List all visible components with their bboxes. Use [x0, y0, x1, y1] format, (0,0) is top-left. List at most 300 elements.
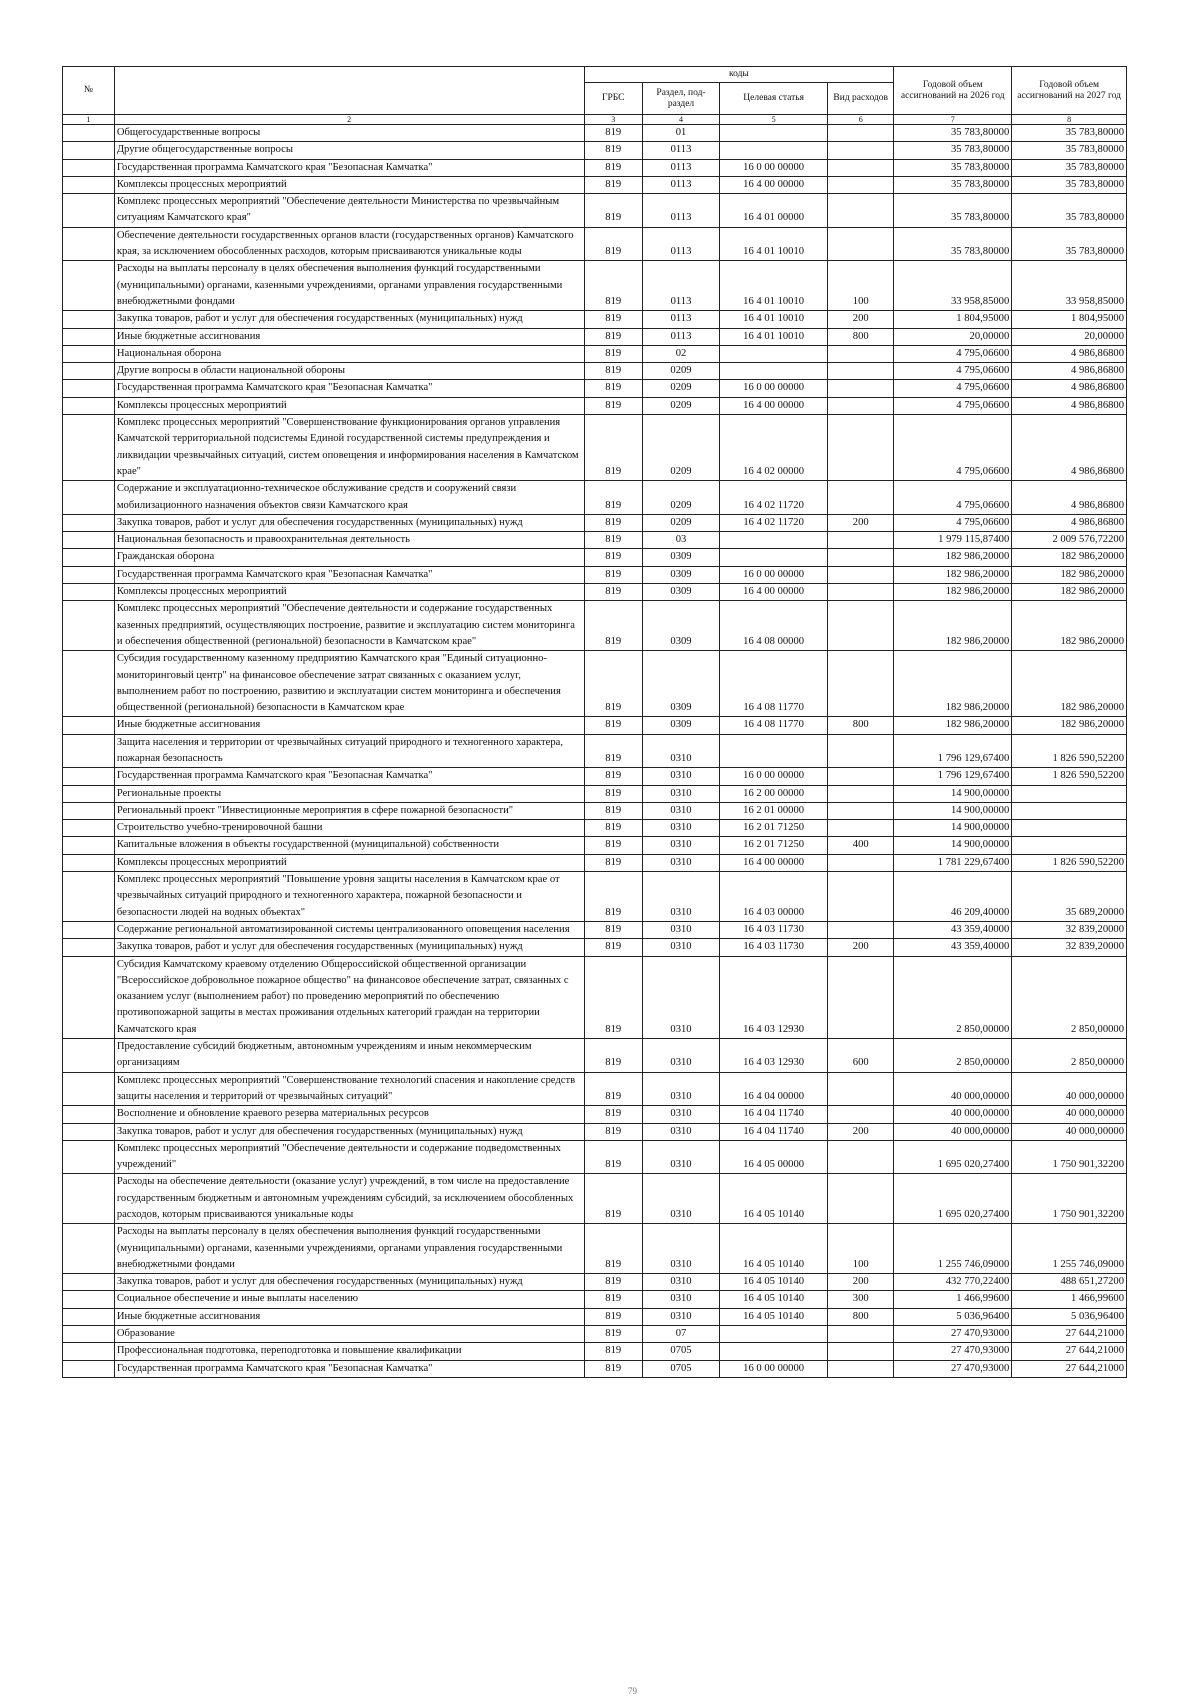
- budget-table: [62, 66, 1127, 1378]
- num-cell: [63, 734, 115, 768]
- target-article-cell: 16 4 08 11770: [720, 651, 828, 717]
- budget-document: [62, 66, 1127, 1378]
- table-row: [63, 415, 1127, 481]
- razdel-cell: 0113: [642, 227, 719, 261]
- num-cell: [63, 854, 115, 871]
- grbs-cell: 819: [584, 584, 642, 601]
- razdel-cell: 0209: [642, 397, 719, 414]
- razdel-cell: 0309: [642, 601, 719, 651]
- grbs-cell: 819: [584, 1140, 642, 1174]
- expense-type-cell: 800: [828, 328, 894, 345]
- razdel-cell: 0113: [642, 142, 719, 159]
- amount-2027-cell: 4 986,86800: [1012, 514, 1127, 531]
- amount-2026-cell: 40 000,00000: [894, 1072, 1012, 1106]
- grbs-cell: 819: [584, 601, 642, 651]
- grbs-cell: 819: [584, 802, 642, 819]
- expense-type-cell: 400: [828, 837, 894, 854]
- target-article-cell: 16 4 05 10140: [720, 1291, 828, 1308]
- razdel-cell: 0113: [642, 176, 719, 193]
- amount-2027-cell: 4 986,86800: [1012, 415, 1127, 481]
- target-article-cell: 16 4 01 10010: [720, 311, 828, 328]
- table-row: [63, 549, 1127, 566]
- table-row: [63, 261, 1127, 311]
- target-article-cell: [720, 125, 828, 142]
- name-cell: Национальная оборона: [114, 345, 584, 362]
- amount-2026-cell: 35 783,80000: [894, 176, 1012, 193]
- name-cell: Комплексы процессных мероприятий: [114, 397, 584, 414]
- expense-type-cell: [828, 549, 894, 566]
- amount-2027-cell: 182 986,20000: [1012, 717, 1127, 734]
- razdel-cell: 0310: [642, 1291, 719, 1308]
- amount-2027-cell: 35 783,80000: [1012, 142, 1127, 159]
- grbs-cell: 819: [584, 1308, 642, 1325]
- table-row: [63, 872, 1127, 922]
- grbs-cell: 819: [584, 837, 642, 854]
- table-row: [63, 584, 1127, 601]
- grbs-cell: 819: [584, 176, 642, 193]
- target-article-cell: 16 0 00 00000: [720, 159, 828, 176]
- grbs-cell: 819: [584, 532, 642, 549]
- name-cell: Другие вопросы в области национальной обороны: [114, 363, 584, 380]
- num-cell: [63, 768, 115, 785]
- grbs-cell: 819: [584, 734, 642, 768]
- amount-2027-cell: 5 036,96400: [1012, 1308, 1127, 1325]
- amount-2026-cell: 1 466,99600: [894, 1291, 1012, 1308]
- num-cell: [63, 514, 115, 531]
- expense-type-cell: [828, 768, 894, 785]
- expense-type-cell: [828, 194, 894, 228]
- grbs-cell: 819: [584, 261, 642, 311]
- target-article-cell: 16 4 02 00000: [720, 415, 828, 481]
- name-cell: Общегосударственные вопросы: [114, 125, 584, 142]
- name-cell: Комплекс процессных мероприятий "Обеспечение деятельности и содержание государственных казенных предприятий, осуществляющих построение, развитие и эксплуатацию систем мониторинга и обеспечения общественной (региональной) безопасности в Камчатском крае": [114, 601, 584, 651]
- razdel-cell: 0310: [642, 802, 719, 819]
- name-cell: Расходы на обеспечение деятельности (оказание услуг) учреждений, в том числе на предоставление государственным бюджетным и автономным учреждениям субсидий, за исключением обособленных расходов, которым присваиваются уникальные коды: [114, 1174, 584, 1224]
- num-cell: [63, 584, 115, 601]
- amount-2026-cell: 40 000,00000: [894, 1123, 1012, 1140]
- razdel-cell: 0310: [642, 1106, 719, 1123]
- razdel-cell: 0705: [642, 1343, 719, 1360]
- num-cell: [63, 125, 115, 142]
- amount-2026-cell: 4 795,06600: [894, 415, 1012, 481]
- table-row: [63, 1140, 1127, 1174]
- name-cell: Региональные проекты: [114, 785, 584, 802]
- amount-2026-cell: 182 986,20000: [894, 651, 1012, 717]
- amount-2026-cell: 4 795,06600: [894, 345, 1012, 362]
- grbs-cell: 819: [584, 328, 642, 345]
- table-row: [63, 1106, 1127, 1123]
- amount-2027-cell: 4 986,86800: [1012, 363, 1127, 380]
- amount-2027-cell: 1 826 590,52200: [1012, 734, 1127, 768]
- razdel-cell: 07: [642, 1326, 719, 1343]
- name-cell: Государственная программа Камчатского края "Безопасная Камчатка": [114, 768, 584, 785]
- amount-2027-cell: [1012, 837, 1127, 854]
- amount-2026-cell: 4 795,06600: [894, 514, 1012, 531]
- col-header-name: [114, 67, 584, 115]
- grbs-cell: 819: [584, 159, 642, 176]
- grbs-cell: 819: [584, 363, 642, 380]
- table-row: [63, 142, 1127, 159]
- table-row: [63, 785, 1127, 802]
- expense-type-cell: [828, 566, 894, 583]
- name-cell: Комплексы процессных мероприятий: [114, 176, 584, 193]
- expense-type-cell: [828, 785, 894, 802]
- target-article-cell: [720, 142, 828, 159]
- razdel-cell: 0310: [642, 1140, 719, 1174]
- expense-type-cell: 200: [828, 1123, 894, 1140]
- num-cell: [63, 176, 115, 193]
- target-article-cell: 16 4 03 12930: [720, 1039, 828, 1073]
- num-cell: [63, 1274, 115, 1291]
- expense-type-cell: [828, 1326, 894, 1343]
- amount-2026-cell: 5 036,96400: [894, 1308, 1012, 1325]
- amount-2027-cell: [1012, 820, 1127, 837]
- name-cell: Закупка товаров, работ и услуг для обеспечения государственных (муниципальных) нужд: [114, 311, 584, 328]
- grbs-cell: 819: [584, 1360, 642, 1377]
- amount-2026-cell: 1 695 020,27400: [894, 1140, 1012, 1174]
- col-header-vr: Вид расходов: [828, 83, 894, 115]
- expense-type-cell: [828, 1360, 894, 1377]
- num-cell: [63, 311, 115, 328]
- num-cell: [63, 159, 115, 176]
- target-article-cell: 16 4 05 10140: [720, 1308, 828, 1325]
- grbs-cell: 819: [584, 345, 642, 362]
- num-cell: [63, 261, 115, 311]
- razdel-cell: 0310: [642, 1308, 719, 1325]
- target-article-cell: 16 0 00 00000: [720, 1360, 828, 1377]
- num-cell: [63, 1106, 115, 1123]
- amount-2026-cell: 14 900,00000: [894, 837, 1012, 854]
- target-article-cell: 16 0 00 00000: [720, 380, 828, 397]
- table-row: [63, 328, 1127, 345]
- num-cell: [63, 481, 115, 515]
- razdel-cell: 0310: [642, 921, 719, 938]
- name-cell: Комплексы процессных мероприятий: [114, 584, 584, 601]
- grbs-cell: 819: [584, 939, 642, 956]
- razdel-cell: 0310: [642, 768, 719, 785]
- razdel-cell: 0209: [642, 514, 719, 531]
- grbs-cell: 819: [584, 1291, 642, 1308]
- name-cell: Строительство учебно-тренировочной башни: [114, 820, 584, 837]
- grbs-cell: 819: [584, 1174, 642, 1224]
- expense-type-cell: [828, 584, 894, 601]
- amount-2027-cell: 4 986,86800: [1012, 380, 1127, 397]
- grbs-cell: 819: [584, 415, 642, 481]
- razdel-cell: 0309: [642, 651, 719, 717]
- table-row: [63, 345, 1127, 362]
- expense-type-cell: [828, 802, 894, 819]
- name-cell: Содержание и эксплуатационно-техническое обслуживание средств и сооружений связи мобилизационного назначения объектов связи Камчатского края: [114, 481, 584, 515]
- expense-type-cell: [828, 1343, 894, 1360]
- table-body: [63, 125, 1127, 1378]
- name-cell: Комплексы процессных мероприятий: [114, 854, 584, 871]
- amount-2027-cell: 4 986,86800: [1012, 345, 1127, 362]
- table-row: [63, 1123, 1127, 1140]
- grbs-cell: 819: [584, 125, 642, 142]
- grbs-cell: 819: [584, 1343, 642, 1360]
- table-row: [63, 1224, 1127, 1274]
- amount-2026-cell: 4 795,06600: [894, 397, 1012, 414]
- razdel-cell: 0113: [642, 261, 719, 311]
- num-cell: [63, 1291, 115, 1308]
- amount-2026-cell: 182 986,20000: [894, 601, 1012, 651]
- amount-2026-cell: 40 000,00000: [894, 1106, 1012, 1123]
- col-header-csr: Целевая статья: [720, 83, 828, 115]
- amount-2027-cell: 35 783,80000: [1012, 176, 1127, 193]
- expense-type-cell: [828, 532, 894, 549]
- target-article-cell: 16 4 03 12930: [720, 956, 828, 1038]
- target-article-cell: [720, 363, 828, 380]
- razdel-cell: 0310: [642, 1274, 719, 1291]
- target-article-cell: 16 4 00 00000: [720, 584, 828, 601]
- grbs-cell: 819: [584, 872, 642, 922]
- table-row: [63, 227, 1127, 261]
- grbs-cell: 819: [584, 921, 642, 938]
- num-cell: [63, 1174, 115, 1224]
- razdel-cell: 0705: [642, 1360, 719, 1377]
- table-row: [63, 380, 1127, 397]
- name-cell: Комплекс процессных мероприятий "Обеспечение деятельности и содержание подведомственных учреждений": [114, 1140, 584, 1174]
- expense-type-cell: [828, 142, 894, 159]
- razdel-cell: 0309: [642, 584, 719, 601]
- expense-type-cell: [828, 820, 894, 837]
- grbs-cell: 819: [584, 1072, 642, 1106]
- amount-2026-cell: 2 850,00000: [894, 1039, 1012, 1073]
- target-article-cell: 16 2 00 00000: [720, 785, 828, 802]
- amount-2026-cell: 182 986,20000: [894, 566, 1012, 583]
- target-article-cell: [720, 1326, 828, 1343]
- table-row: [63, 481, 1127, 515]
- table-row: [63, 837, 1127, 854]
- name-cell: Комплекс процессных мероприятий "Обеспечение деятельности Министерства по чрезвычайным ситуациям Камчатского края": [114, 194, 584, 228]
- razdel-cell: 0309: [642, 717, 719, 734]
- name-cell: Расходы на выплаты персоналу в целях обеспечения выполнения функций государственными (муниципальными) органами, казенными учреждениями, органами управления государственными внебюджетными фондами: [114, 261, 584, 311]
- grbs-cell: 819: [584, 1039, 642, 1073]
- num-cell: [63, 802, 115, 819]
- num-cell: [63, 1039, 115, 1073]
- expense-type-cell: 100: [828, 1224, 894, 1274]
- table-row: [63, 566, 1127, 583]
- razdel-cell: 0113: [642, 159, 719, 176]
- num-cell: [63, 227, 115, 261]
- target-article-cell: 16 2 01 71250: [720, 837, 828, 854]
- amount-2027-cell: 1 804,95000: [1012, 311, 1127, 328]
- amount-2026-cell: 182 986,20000: [894, 549, 1012, 566]
- num-cell: [63, 363, 115, 380]
- num-cell: [63, 1123, 115, 1140]
- table-row: [63, 176, 1127, 193]
- expense-type-cell: [828, 397, 894, 414]
- num-cell: [63, 651, 115, 717]
- table-row: [63, 854, 1127, 871]
- amount-2026-cell: 1 796 129,67400: [894, 768, 1012, 785]
- num-cell: [63, 601, 115, 651]
- amount-2027-cell: 40 000,00000: [1012, 1123, 1127, 1140]
- table-row: [63, 311, 1127, 328]
- table-row: [63, 820, 1127, 837]
- grbs-cell: 819: [584, 514, 642, 531]
- table-row: [63, 1039, 1127, 1073]
- razdel-cell: 0310: [642, 734, 719, 768]
- target-article-cell: [720, 532, 828, 549]
- amount-2026-cell: 43 359,40000: [894, 939, 1012, 956]
- amount-2026-cell: 27 470,93000: [894, 1343, 1012, 1360]
- num-cell: [63, 1224, 115, 1274]
- amount-2027-cell: 1 255 746,09000: [1012, 1224, 1127, 1274]
- amount-2026-cell: 14 900,00000: [894, 820, 1012, 837]
- razdel-cell: 01: [642, 125, 719, 142]
- grbs-cell: 819: [584, 785, 642, 802]
- expense-type-cell: [828, 1174, 894, 1224]
- razdel-cell: 0209: [642, 380, 719, 397]
- grbs-cell: 819: [584, 768, 642, 785]
- num-cell: [63, 717, 115, 734]
- name-cell: Государственная программа Камчатского края "Безопасная Камчатка": [114, 159, 584, 176]
- name-cell: Закупка товаров, работ и услуг для обеспечения государственных (муниципальных) нужд: [114, 939, 584, 956]
- grbs-cell: 819: [584, 380, 642, 397]
- num-cell: [63, 939, 115, 956]
- table-row: [63, 363, 1127, 380]
- amount-2026-cell: 35 783,80000: [894, 227, 1012, 261]
- table-row: [63, 1291, 1127, 1308]
- table-row: [63, 397, 1127, 414]
- table-row: [63, 1360, 1127, 1377]
- table-row: [63, 1343, 1127, 1360]
- target-article-cell: 16 4 04 11740: [720, 1123, 828, 1140]
- amount-2026-cell: 43 359,40000: [894, 921, 1012, 938]
- name-cell: Субсидия государственному казенному предприятию Камчатского края "Единый ситуационно-мониторинговый центр" на финансовое обеспечение затрат связанных с оказанием услуг, выполнением работ по построению, развитию и эксплуатации систем мониторинга и обеспечения общественной (региональной) безопасности в Камчатском крае: [114, 651, 584, 717]
- col-header-2026: Годовой объем ассигнований на 2026 год: [894, 67, 1012, 115]
- razdel-cell: 0310: [642, 837, 719, 854]
- amount-2027-cell: 1 750 901,32200: [1012, 1140, 1127, 1174]
- grbs-cell: 819: [584, 549, 642, 566]
- amount-2027-cell: 35 783,80000: [1012, 159, 1127, 176]
- name-cell: Региональный проект "Инвестиционные мероприятия в сфере пожарной безопасности": [114, 802, 584, 819]
- target-article-cell: 16 4 03 11730: [720, 939, 828, 956]
- expense-type-cell: [828, 921, 894, 938]
- grbs-cell: 819: [584, 1326, 642, 1343]
- razdel-cell: 0209: [642, 363, 719, 380]
- name-cell: Комплекс процессных мероприятий "Совершенствование функционирования органов управления Камчатской территориальной подсистемы Единой государственной системы предупреждения и ликвидации чрезвычайных ситуаций, систем оповещения и информирования населения в Камчатском крае": [114, 415, 584, 481]
- amount-2027-cell: 182 986,20000: [1012, 584, 1127, 601]
- razdel-cell: 0310: [642, 1039, 719, 1073]
- amount-2026-cell: 1 979 115,87400: [894, 532, 1012, 549]
- amount-2026-cell: 1 796 129,67400: [894, 734, 1012, 768]
- expense-type-cell: 600: [828, 1039, 894, 1073]
- table-row: [63, 802, 1127, 819]
- amount-2027-cell: 182 986,20000: [1012, 566, 1127, 583]
- grbs-cell: 819: [584, 142, 642, 159]
- table-row: [63, 532, 1127, 549]
- expense-type-cell: [828, 1140, 894, 1174]
- index-cell: 1: [63, 115, 115, 125]
- name-cell: Содержание региональной автоматизированной системы централизованного оповещения населения: [114, 921, 584, 938]
- razdel-cell: 0113: [642, 311, 719, 328]
- amount-2027-cell: 20,00000: [1012, 328, 1127, 345]
- grbs-cell: 819: [584, 1274, 642, 1291]
- amount-2026-cell: 4 795,06600: [894, 481, 1012, 515]
- table-row: [63, 768, 1127, 785]
- amount-2027-cell: 2 850,00000: [1012, 1039, 1127, 1073]
- amount-2026-cell: 1 255 746,09000: [894, 1224, 1012, 1274]
- razdel-cell: 0310: [642, 872, 719, 922]
- expense-type-cell: [828, 481, 894, 515]
- amount-2026-cell: 2 850,00000: [894, 956, 1012, 1038]
- amount-2026-cell: 14 900,00000: [894, 785, 1012, 802]
- amount-2026-cell: 35 783,80000: [894, 125, 1012, 142]
- table-row: [63, 956, 1127, 1038]
- amount-2027-cell: 2 850,00000: [1012, 956, 1127, 1038]
- razdel-cell: 0309: [642, 549, 719, 566]
- name-cell: Обеспечение деятельности государственных органов власти (государственных органов) Камчатского края, за исключением обособленных расходов, которым присваиваются уникальные коды: [114, 227, 584, 261]
- amount-2027-cell: 32 839,20000: [1012, 921, 1127, 938]
- amount-2026-cell: 432 770,22400: [894, 1274, 1012, 1291]
- target-article-cell: 16 4 00 00000: [720, 397, 828, 414]
- name-cell: Комплекс процессных мероприятий "Повышение уровня защиты населения в Камчатском крае от чрезвычайных ситуаций природного и техногенного характера, пожарной безопасности и безопасности людей на водных объектах": [114, 872, 584, 922]
- num-cell: [63, 1360, 115, 1377]
- amount-2027-cell: 2 009 576,72200: [1012, 532, 1127, 549]
- razdel-cell: 0310: [642, 1123, 719, 1140]
- name-cell: Профессиональная подготовка, переподготовка и повышение квалификации: [114, 1343, 584, 1360]
- amount-2027-cell: 27 644,21000: [1012, 1360, 1127, 1377]
- table-row: [63, 1274, 1127, 1291]
- target-article-cell: 16 0 00 00000: [720, 566, 828, 583]
- table-row: [63, 939, 1127, 956]
- num-cell: [63, 380, 115, 397]
- name-cell: Государственная программа Камчатского края "Безопасная Камчатка": [114, 380, 584, 397]
- razdel-cell: 02: [642, 345, 719, 362]
- amount-2026-cell: 20,00000: [894, 328, 1012, 345]
- grbs-cell: 819: [584, 820, 642, 837]
- razdel-cell: 0310: [642, 785, 719, 802]
- target-article-cell: [720, 549, 828, 566]
- expense-type-cell: 300: [828, 1291, 894, 1308]
- num-cell: [63, 872, 115, 922]
- target-article-cell: 16 4 02 11720: [720, 481, 828, 515]
- index-cell: 2: [114, 115, 584, 125]
- target-article-cell: 16 4 08 11770: [720, 717, 828, 734]
- expense-type-cell: 800: [828, 717, 894, 734]
- amount-2027-cell: [1012, 802, 1127, 819]
- amount-2027-cell: 488 651,27200: [1012, 1274, 1127, 1291]
- table-row: [63, 1072, 1127, 1106]
- grbs-cell: 819: [584, 717, 642, 734]
- table-row: [63, 717, 1127, 734]
- index-cell: 4: [642, 115, 719, 125]
- expense-type-cell: 100: [828, 261, 894, 311]
- target-article-cell: [720, 734, 828, 768]
- name-cell: Государственная программа Камчатского края "Безопасная Камчатка": [114, 566, 584, 583]
- amount-2027-cell: 27 644,21000: [1012, 1326, 1127, 1343]
- table-row: [63, 601, 1127, 651]
- expense-type-cell: 200: [828, 939, 894, 956]
- amount-2027-cell: 35 783,80000: [1012, 125, 1127, 142]
- expense-type-cell: [828, 872, 894, 922]
- expense-type-cell: [828, 956, 894, 1038]
- num-cell: [63, 785, 115, 802]
- num-cell: [63, 837, 115, 854]
- grbs-cell: 819: [584, 311, 642, 328]
- name-cell: Расходы на выплаты персоналу в целях обеспечения выполнения функций государственными (муниципальными) органами, казенными учреждениями, органами управления государственными внебюджетными фондами: [114, 1224, 584, 1274]
- razdel-cell: 0310: [642, 1174, 719, 1224]
- razdel-cell: 0209: [642, 481, 719, 515]
- page-number: 79: [628, 1686, 637, 1696]
- num-cell: [63, 956, 115, 1038]
- name-cell: Капитальные вложения в объекты государственной (муниципальной) собственности: [114, 837, 584, 854]
- name-cell: Другие общегосударственные вопросы: [114, 142, 584, 159]
- amount-2026-cell: 1 695 020,27400: [894, 1174, 1012, 1224]
- name-cell: Гражданская оборона: [114, 549, 584, 566]
